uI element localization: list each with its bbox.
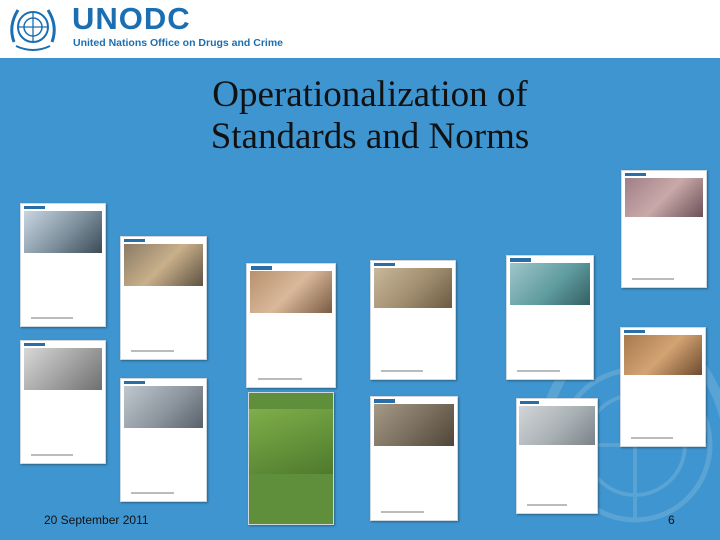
publication-cover-2 xyxy=(120,236,207,360)
publication-cover-7 xyxy=(370,260,456,380)
slide-page-number: 6 xyxy=(668,513,675,527)
publication-cover-1 xyxy=(20,203,106,327)
publication-cover-3 xyxy=(20,340,106,464)
publication-cover-8 xyxy=(370,396,458,521)
publication-cover-4 xyxy=(120,378,207,502)
publication-cover-10 xyxy=(516,398,598,514)
header-bar xyxy=(0,0,720,58)
logo-title: UNODC xyxy=(72,1,191,36)
un-emblem-icon xyxy=(6,2,60,56)
slide-title xyxy=(150,74,590,158)
slide-title-line1: Operationalization of xyxy=(212,74,528,115)
footer-date: 20 September 2011 xyxy=(44,513,149,527)
publication-cover-6 xyxy=(248,392,334,525)
publication-cover-11 xyxy=(621,170,707,288)
publication-cover-9 xyxy=(506,255,594,380)
slide-title-line2: Standards and Norms xyxy=(210,116,530,157)
publication-cover-5 xyxy=(246,263,336,388)
logo-subtitle: United Nations Office on Drugs and Crime xyxy=(73,37,284,49)
publication-cover-12 xyxy=(620,327,706,447)
